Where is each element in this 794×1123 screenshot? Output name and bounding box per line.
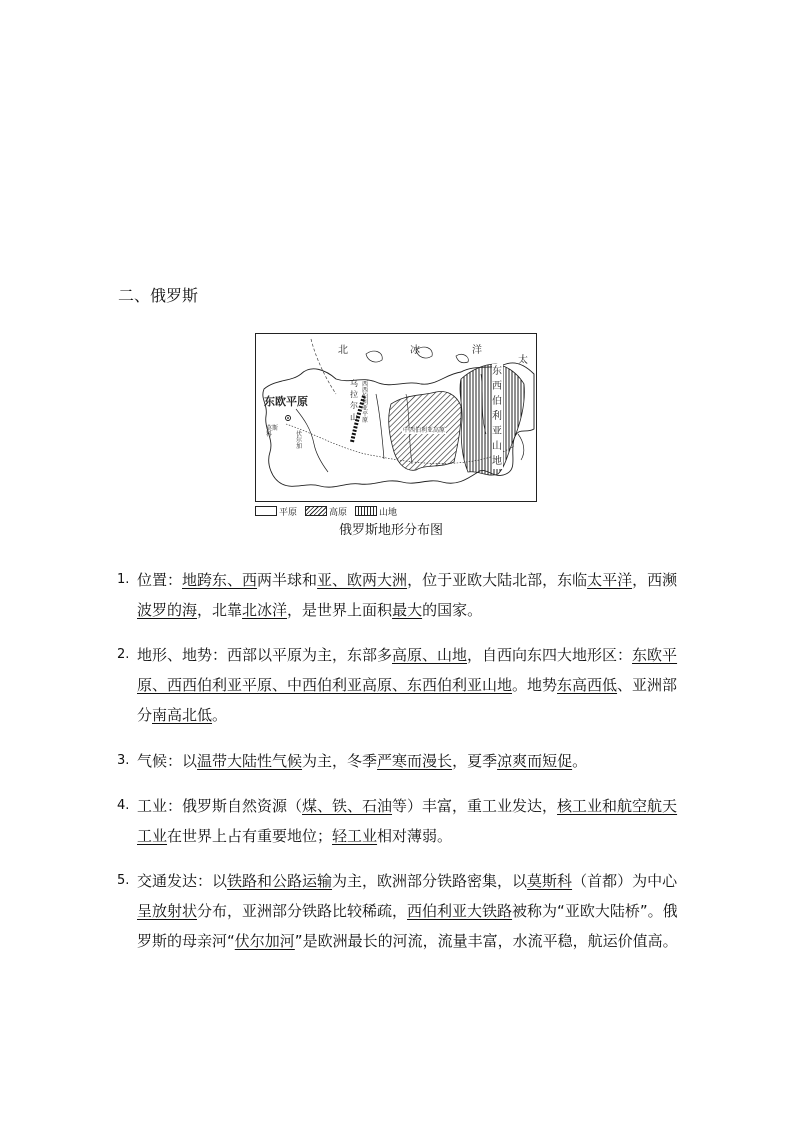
map-label-west-siberian-plain: 西西伯利亚平原 — [362, 381, 369, 424]
note-text-segment: 。 — [572, 752, 588, 770]
russia-terrain-map — [255, 333, 537, 517]
section-title: 二、俄罗斯 — [118, 286, 199, 305]
legend-plain-swatch — [255, 506, 277, 516]
note-text-segment: 为主，欧洲部分铁路密集，以 — [332, 872, 528, 890]
legend-mountain-label: 山地 — [379, 507, 398, 518]
note-text-segment: 在世界上占有重要地位； — [167, 827, 333, 845]
note-text-segment: 工业：俄罗斯自然资源（ — [137, 797, 303, 815]
note-text — [117, 565, 685, 625]
note-text-segment: 相对薄弱。 — [377, 827, 453, 845]
map-label-bing: 冰 — [410, 345, 420, 356]
note-text — [117, 640, 685, 730]
note-text-segment: ，自西向东四大地形区： — [467, 646, 633, 664]
map-legend — [255, 505, 537, 517]
note-text-segment: 分布，亚洲部分铁路比较稀疏， — [197, 902, 408, 920]
note-text-segment: ，北靠 — [197, 601, 243, 619]
note-number: 4. — [117, 798, 130, 813]
legend-plain-label: 平原 — [279, 507, 298, 518]
map-label-moscow: 莫斯科 — [266, 425, 279, 438]
note-text — [117, 866, 685, 956]
note-item-1 — [117, 563, 685, 625]
note-text-segment: ”是欧洲最长的河流，流量丰富，水流平稳，航运价值高。 — [294, 932, 678, 950]
key-term: 亚、欧两大洲 — [317, 571, 408, 589]
key-term: 东欧平原、西西伯利亚平原、中西伯利亚高原、东西伯利亚山地 — [137, 646, 678, 694]
note-text-segment: 两半球和 — [257, 571, 318, 589]
key-term: 凉爽而短促 — [497, 752, 573, 770]
note-text — [117, 746, 685, 776]
map-label-ural: 乌拉尔山 — [350, 379, 358, 422]
note-text-segment: ，是世界上面积 — [287, 601, 393, 619]
note-text-segment: 。 — [212, 706, 228, 724]
key-term: 呈放射状 — [137, 902, 198, 920]
note-text-segment: ，夏季 — [452, 752, 498, 770]
note-text-segment: 交通发达：以 — [137, 872, 228, 890]
key-term: 北冰洋 — [242, 601, 288, 619]
note-item-2 — [117, 638, 685, 730]
key-term: 波罗的海 — [137, 601, 198, 619]
map-label-tai: 太 — [518, 355, 528, 366]
note-text-segment: 被称为“亚欧大陆桥”。俄罗斯的母亲河“ — [137, 902, 678, 950]
note-number: 3. — [117, 753, 130, 768]
key-term: 核工业和航空航天工业 — [137, 797, 678, 845]
key-term: 南高北低 — [152, 706, 213, 724]
key-term: 地跨东、西 — [182, 571, 258, 589]
key-term: 高原、山地 — [392, 646, 468, 664]
note-text-segment: 的国家。 — [422, 601, 483, 619]
note-item-3 — [117, 744, 685, 776]
map-label-east-european-plain: 东欧平原 — [264, 395, 308, 408]
legend-mountain-swatch — [355, 506, 377, 516]
note-item-4 — [117, 789, 685, 851]
note-number: 2. — [117, 647, 130, 662]
note-text-segment: ，西濒 — [632, 571, 678, 589]
key-term: 轻工业 — [332, 827, 378, 845]
note-text-segment: 、亚洲部分 — [137, 676, 678, 724]
note-text-segment: 地形、地势：西部以平原为主，东部多 — [137, 646, 393, 664]
map-label-bei: 北 — [338, 345, 348, 356]
note-text — [117, 791, 685, 851]
note-text-segment: 气候：以 — [137, 752, 198, 770]
arctic-circle-line — [311, 339, 336, 394]
note-text-segment: 。地势 — [512, 676, 558, 694]
key-term: 铁路和公路运输 — [227, 872, 333, 890]
note-item-5 — [117, 864, 685, 956]
key-term: 严寒而漫长 — [377, 752, 453, 770]
note-text-segment: ，位于亚欧大陆北部，东临 — [407, 571, 588, 589]
note-number: 5. — [117, 873, 130, 888]
map-caption: 俄罗斯地形分布图 — [339, 523, 444, 538]
key-term: 东高西低 — [557, 676, 618, 694]
note-text-segment: （首都）为中心 — [572, 872, 678, 890]
key-term: 莫斯科 — [527, 872, 573, 890]
legend-plateau-label: 高原 — [329, 507, 348, 518]
legend-plateau-swatch — [305, 506, 327, 516]
key-term: 煤、铁、石油 — [302, 797, 393, 815]
key-term: 西伯利亚大铁路 — [407, 902, 513, 920]
note-text-segment: 为主，冬季 — [302, 752, 378, 770]
map-label-east-siberian-mountains: 东西伯利亚山地 — [492, 366, 502, 467]
key-term: 温带大陆性气候 — [197, 752, 303, 770]
note-number: 1. — [117, 572, 130, 587]
note-text-segment: 位置： — [137, 571, 183, 589]
map-label-yang: 洋 — [472, 345, 482, 356]
key-term: 伏尔加河 — [234, 932, 295, 950]
key-term: 最大 — [392, 601, 423, 619]
map-label-central-siberian-plateau: 中西伯利亚高原 — [403, 427, 446, 434]
note-text-segment: 等）丰富，重工业发达， — [392, 797, 558, 815]
map-label-volga: 伏尔加 — [296, 431, 303, 450]
key-term: 太平洋 — [587, 571, 633, 589]
map-frame — [255, 333, 537, 502]
